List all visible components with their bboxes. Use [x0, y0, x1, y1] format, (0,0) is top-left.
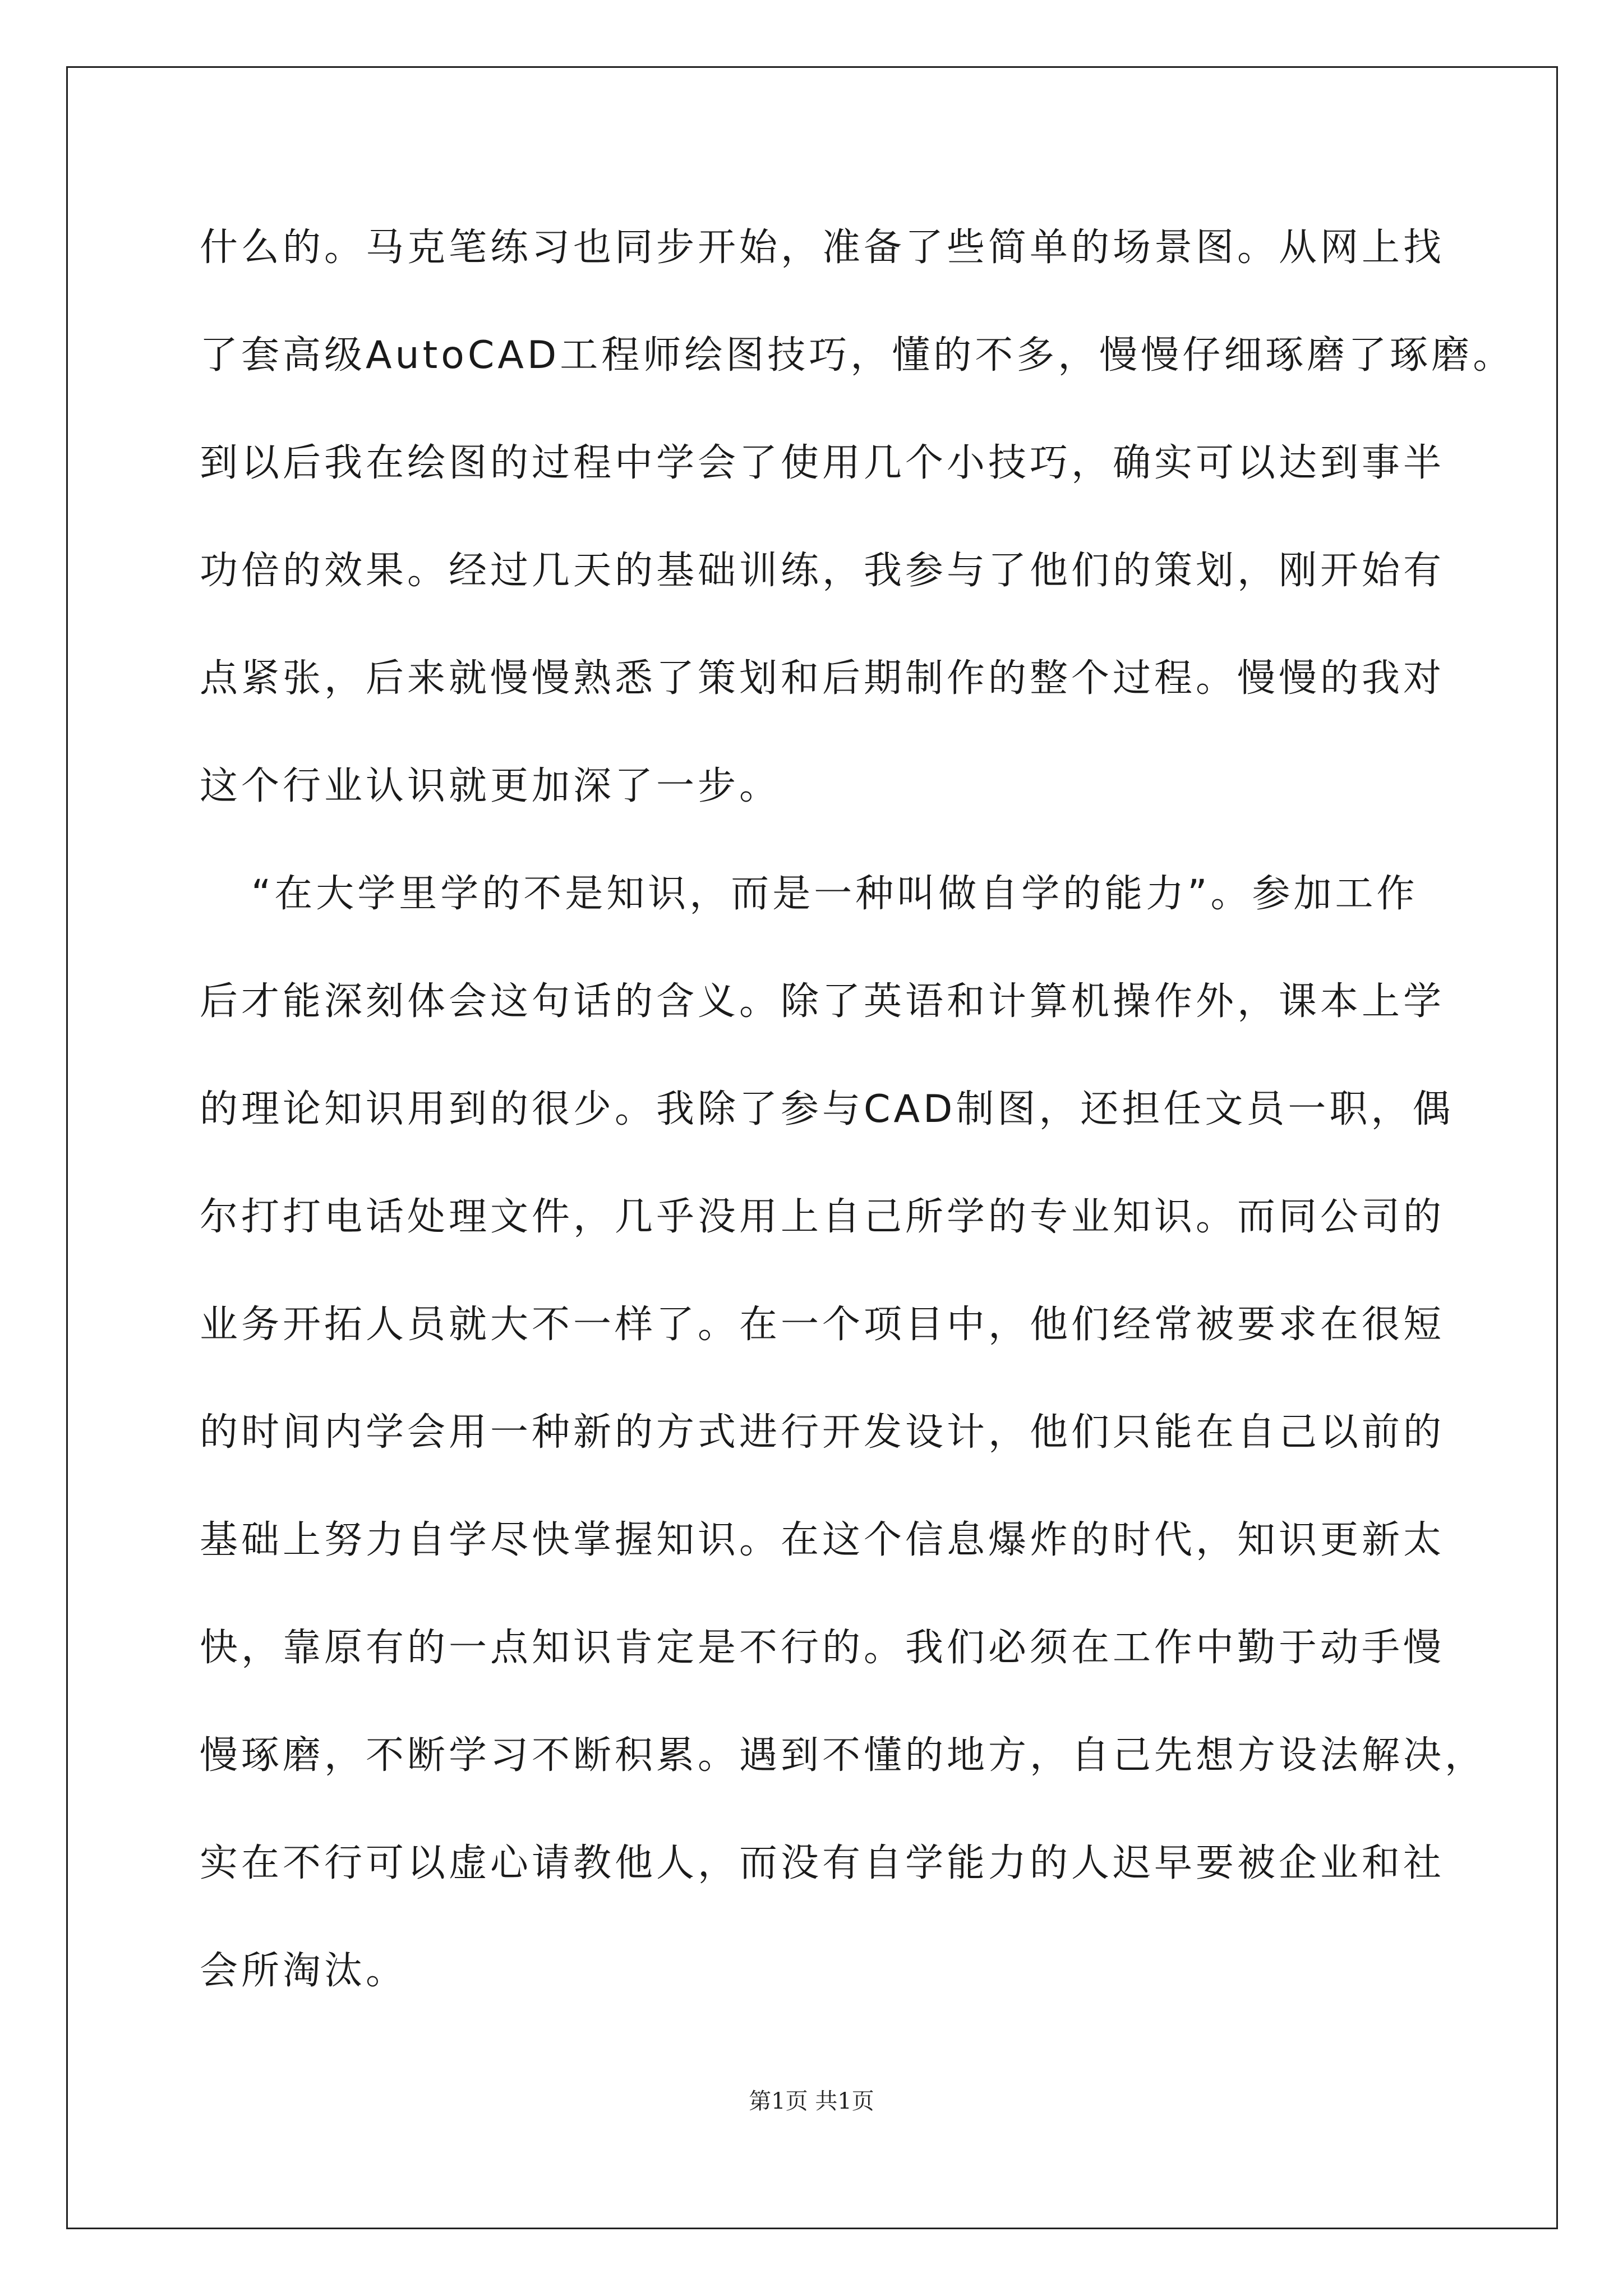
text-line: 后才能深刻体会这句话的含义。除了英语和计算机操作外，课本上学: [200, 979, 1445, 1024]
text-line: 什么的。马克笔练习也同步开始，准备了些简单的场景图。从网上找: [200, 226, 1445, 270]
text-line: 功倍的效果。经过几天的基础训练，我参与了他们的策划，刚开始有: [200, 549, 1445, 593]
text-line: 业务开拓人员就大不一样了。在一个项目中，他们经常被要求在很短: [200, 1303, 1445, 1347]
page-border: [66, 66, 1558, 2229]
text-line: 会所淘汰。: [200, 1949, 408, 1993]
text-line: 实在不行可以虚心请教他人，而没有自学能力的人迟早要被企业和社: [200, 1841, 1445, 1885]
page-indicator: 第1页 共1页: [749, 2088, 874, 2114]
page-footer: [0, 2083, 1623, 2115]
text-line: 尔打打电话处理文件，几乎没用上自己所学的专业知识。而同公司的: [200, 1195, 1445, 1239]
text-line: 这个行业认识就更加深了一步。: [200, 764, 781, 808]
text-line: 基础上努力自学尽快掌握知识。在这个信息爆炸的时代，知识更新太: [200, 1518, 1445, 1562]
text-line: 快，靠原有的一点知识肯定是不行的。我们必须在工作中勤于动手慢: [200, 1626, 1445, 1670]
text-line-indented: “在大学里学的不是知识，而是一种叫做自学的能力”。参加工作: [251, 872, 1418, 916]
text-line: 慢琢磨，不断学习不断积累。遇到不懂的地方，自己先想方设法解决，: [200, 1733, 1487, 1778]
text-line: 点紧张，后来就慢慢熟悉了策划和后期制作的整个过程。慢慢的我对: [200, 656, 1445, 701]
text-line: 的理论知识用到的很少。我除了参与CAD制图，还担任文员一职，偶: [200, 1087, 1454, 1131]
text-line: 到以后我在绘图的过程中学会了使用几个小技巧，确实可以达到事半: [200, 441, 1445, 485]
text-line: 了套高级AutoCAD工程师绘图技巧，懂的不多，慢慢仔细琢磨了琢磨。: [200, 333, 1515, 378]
text-line: 的时间内学会用一种新的方式进行开发设计，他们只能在自己以前的: [200, 1410, 1445, 1455]
